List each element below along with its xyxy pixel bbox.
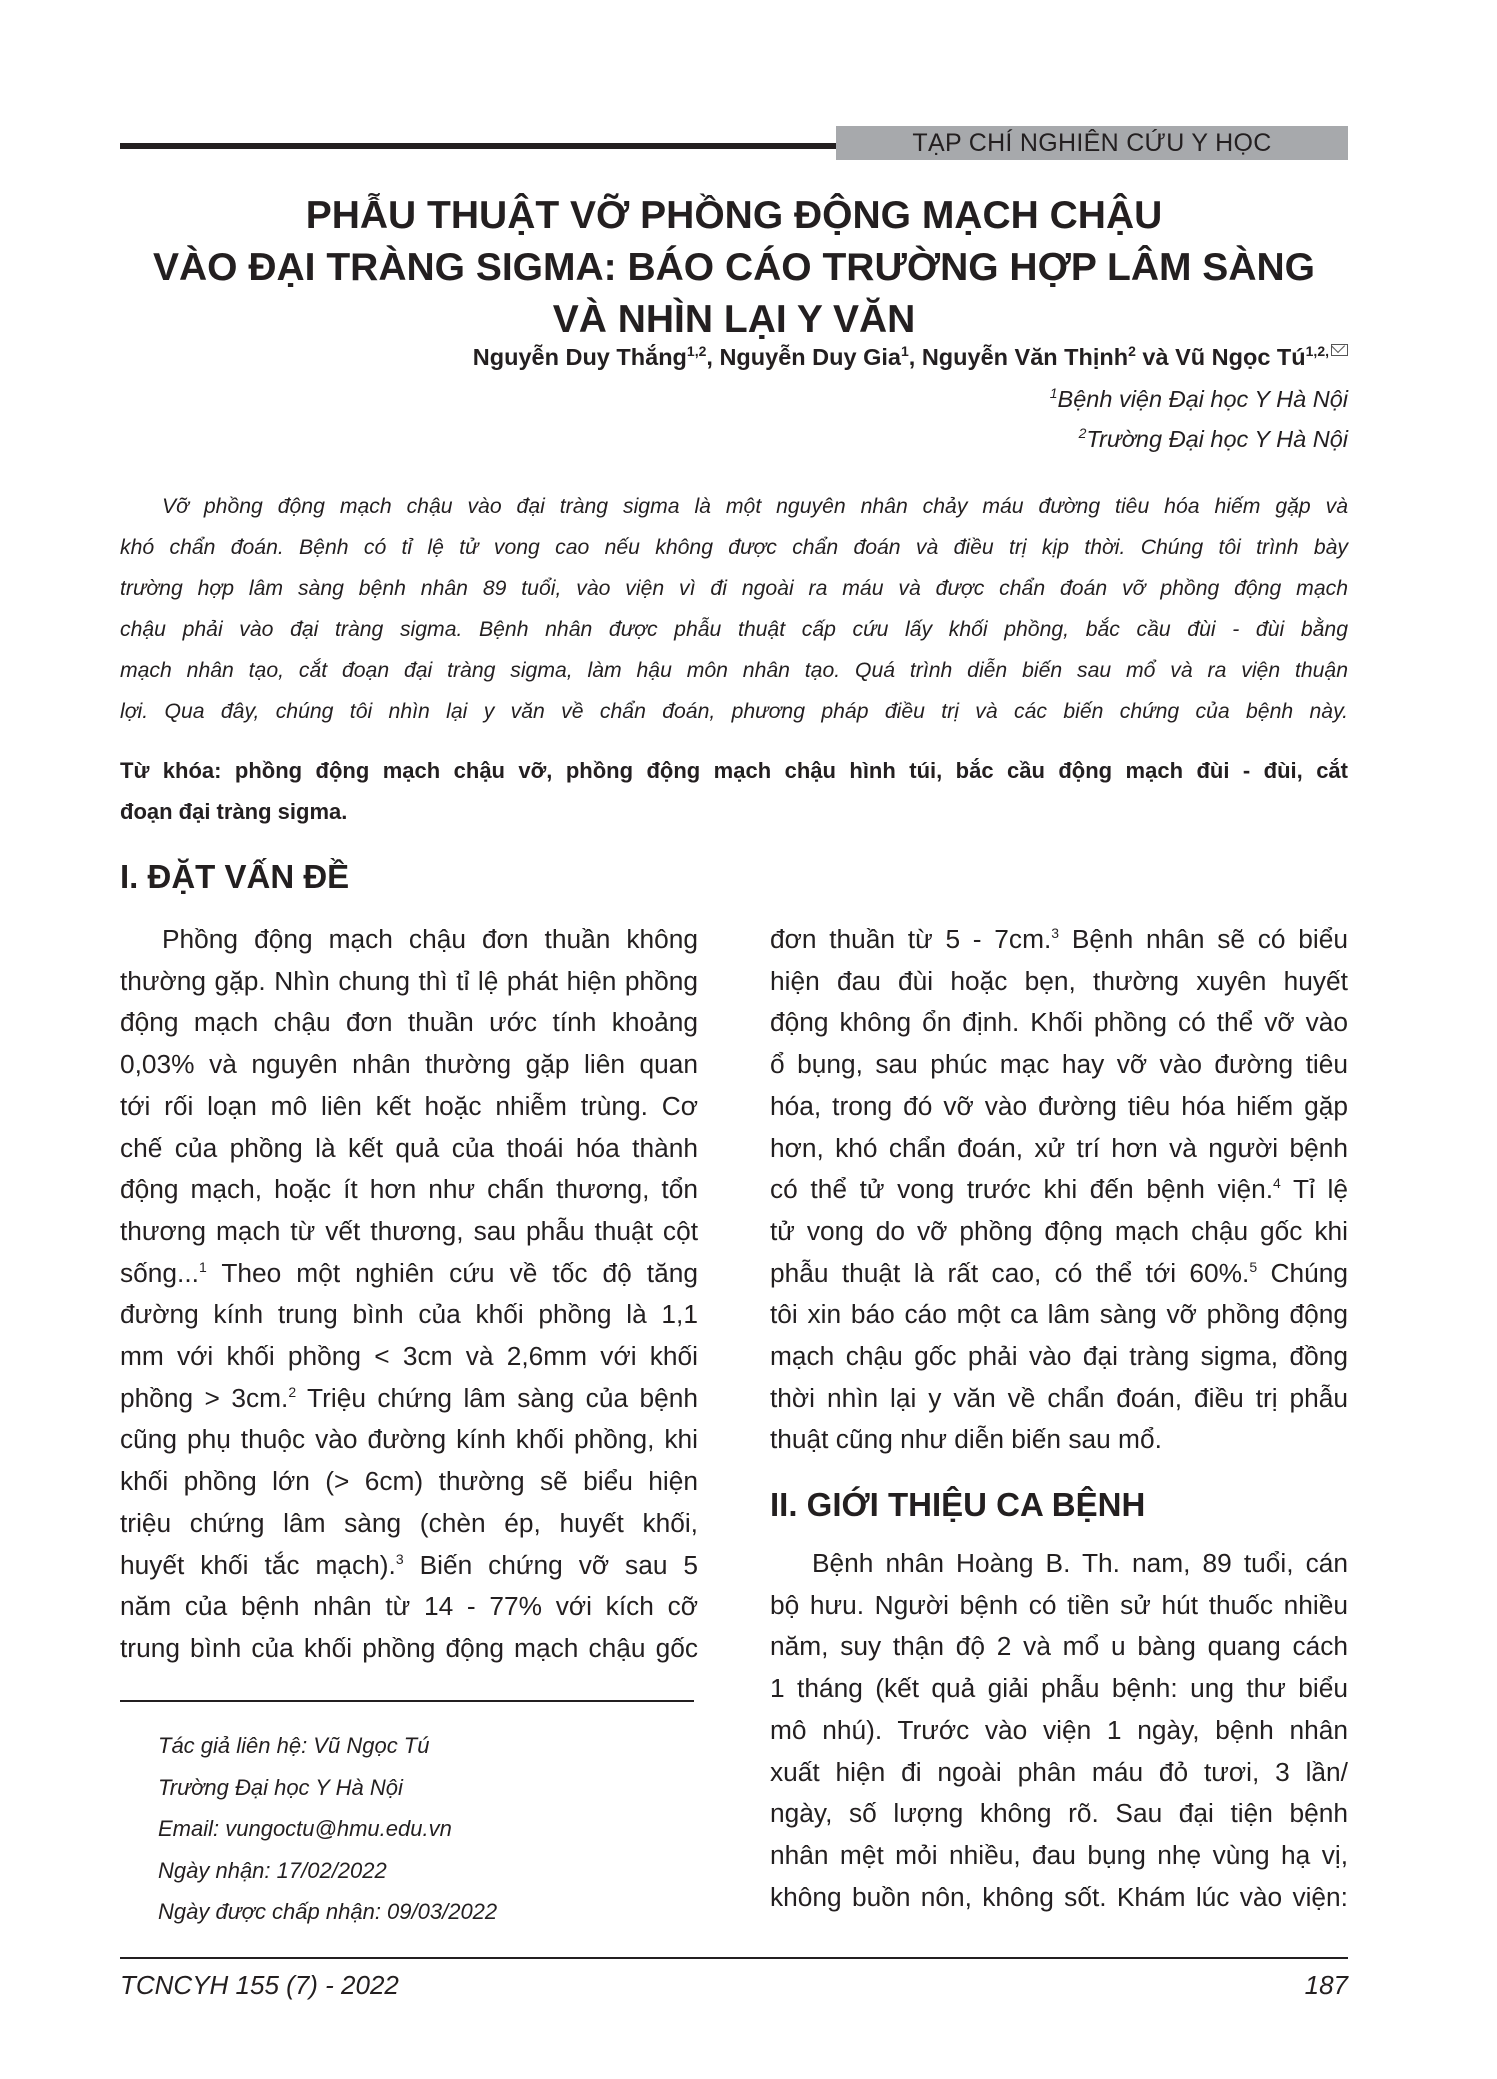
affiliation-sup: 2 <box>1078 425 1087 441</box>
envelope-icon <box>1331 344 1348 356</box>
footnote-email: Email: vungoctu@hmu.edu.vn <box>158 1816 452 1841</box>
author-affil-sup: 1,2, <box>1305 343 1329 359</box>
footnote-rule <box>120 1700 694 1702</box>
text-line: hơn, khó chẩn đoán, xử trí hơn và người bệnh <box>770 1132 1348 1163</box>
affiliation-text: Bệnh viện Đại học Y Hà Nội <box>1057 385 1348 412</box>
footnote-accepted: Ngày được chấp nhận: 09/03/2022 <box>158 1899 498 1924</box>
citation-sup: 1 <box>198 1258 207 1275</box>
text-line: năm, suy thận độ 2 và mổ u bàng quang cách <box>770 1631 1348 1662</box>
footer-rule <box>120 1957 1348 1959</box>
abstract <box>120 486 1348 732</box>
text-line: Phồng động mạch chậu đơn thuần không <box>162 924 698 954</box>
text-line: ngày, số lượng không rõ. Sau đại tiện bệnh <box>770 1798 1348 1829</box>
text-run: phồng > 3cm. <box>120 1382 289 1413</box>
title-line: PHẪU THUẬT VỠ PHỒNG ĐỘNG MẠCH CHẬU <box>305 194 1163 237</box>
text-line: mạch chậu gốc phải vào đại tràng sigma, đồng <box>770 1341 1348 1372</box>
affiliation-2 <box>1079 425 1348 453</box>
keywords-line: đoạn đại tràng sigma. <box>120 799 348 824</box>
column-right-case <box>770 1543 1348 1918</box>
text-run: Theo một nghiên cứu về tốc độ tăng <box>206 1257 698 1288</box>
text-line <box>770 1169 1348 1211</box>
text-line: bộ hưu. Người bệnh có tiền sử hút thuốc nhiều <box>770 1589 1348 1620</box>
text-line: thuật cũng như diễn biến sau mổ. <box>770 1424 1162 1455</box>
text-line: năm của bệnh nhân từ 14 - 77% với kích cỡ <box>120 1591 698 1622</box>
text-line: động mạch, hoặc ít hơn như chấn thương, tổn <box>120 1174 698 1205</box>
article-title <box>120 190 1348 346</box>
abstract-line: mạch nhân tạo, cắt đoạn đại tràng sigma, làm hậu môn nhân tạo. Quá trình diễn biến sau mổ và ra viện thuận <box>120 659 1348 682</box>
author-affil-sup: 1,2 <box>686 343 707 359</box>
affiliation-1 <box>1050 385 1348 413</box>
citation-sup: 3 <box>395 1550 404 1567</box>
author-affil-sup: 2 <box>1128 343 1136 359</box>
abstract-line: khó chẩn đoán. Bệnh có tỉ lệ tử vong cao nếu không được chẩn đoán và điều trị kịp thời. Chúng tôi trình bày <box>120 536 1348 559</box>
text-run: phẫu thuật là rất cao, có thể tới 60%. <box>770 1257 1250 1288</box>
author-name: Nguyễn Văn Thịnh <box>921 343 1129 370</box>
abstract-line: Vỡ phồng động mạch chậu vào đại tràng sigma là một nguyên nhân chảy máu đường tiêu hóa hiếm gặp và <box>162 495 1348 518</box>
author-separator: và <box>1135 343 1176 370</box>
text-line <box>120 1253 698 1295</box>
title-line: VÀO ĐẠI TRÀNG SIGMA: BÁO CÁO TRƯỜNG HỢP LÂM SÀNG <box>152 246 1315 289</box>
column-right <box>770 919 1348 1461</box>
text-line: không buồn nôn, không sốt. Khám lúc vào viện: <box>770 1881 1348 1912</box>
text-line <box>120 1378 698 1420</box>
author-name: Vũ Ngọc Tú <box>1175 343 1306 370</box>
text-line: cũng phụ thuộc vào đường kính khối phồng, khi <box>120 1424 698 1455</box>
author-name: Nguyễn Duy Thắng <box>472 343 687 370</box>
keywords-line: Từ khóa: phồng động mạch chậu vỡ, phồng động mạch chậu hình túi, bắc cầu động mạch đùi - đùi, cắt <box>120 758 1348 783</box>
text-line: khối phồng lớn (> 6cm) thường sẽ biểu hiện <box>120 1466 698 1497</box>
text-line: triệu chứng lâm sàng (chèn ép, huyết khối, <box>120 1507 698 1538</box>
author-name: Nguyễn Duy Gia <box>719 343 901 370</box>
text-line: mm với khối phồng < 3cm và 2,6mm với khối <box>120 1341 698 1372</box>
citation-sup: 5 <box>1249 1258 1258 1275</box>
author-affil-sup: 1 <box>900 343 909 359</box>
text-line: xuất hiện đi ngoài phân máu đỏ tươi, 3 lần/ <box>770 1756 1348 1787</box>
text-line: thời nhìn lại y văn về chẩn đoán, điều trị phẫu <box>770 1382 1348 1413</box>
text-line <box>770 919 1348 961</box>
author-separator: , <box>908 343 922 370</box>
text-run: Triệu chứng lâm sàng của bệnh <box>296 1382 698 1413</box>
correspondence-footnote <box>158 1725 497 1933</box>
text-line: chế của phồng là kết quả của thoái hóa thành <box>120 1132 698 1163</box>
page-number: 187 <box>1304 1970 1348 2000</box>
text-line: trung bình của khối phồng động mạch chậu gốc <box>120 1632 698 1663</box>
text-line: ổ bụng, sau phúc mạc hay vỡ vào đường tiêu <box>770 1049 1348 1080</box>
text-line: 0,03% và nguyên nhân thường gặp liên quan <box>120 1049 698 1080</box>
text-line: tới rối loạn mô liên kết hoặc nhiễm trùng. Cơ <box>120 1090 698 1121</box>
affiliation-sup: 1 <box>1049 385 1058 401</box>
text-run: Bệnh nhân sẽ có biểu <box>1059 924 1348 954</box>
text-line: động không ổn định. Khối phồng có thể vỡ vào <box>770 1007 1348 1038</box>
text-line: thường gặp. Nhìn chung thì tỉ lệ phát hiện phồng <box>120 965 698 996</box>
keywords <box>120 750 1348 832</box>
text-run: sống... <box>120 1257 199 1288</box>
affiliation-text: Trường Đại học Y Hà Nội <box>1086 425 1348 452</box>
text-run: huyết khối tắc mạch). <box>120 1549 396 1580</box>
section-heading-introduction: I. ĐẶT VẤN ĐỀ <box>120 858 350 895</box>
title-line: VÀ NHÌN LẠI Y VĂN <box>552 298 916 341</box>
abstract-line: lợi. Qua đây, chúng tôi nhìn lại y văn về chẩn đoán, phương pháp điều trị và các biến chứng của bệnh này. <box>120 700 1348 723</box>
text-run: Tỉ lệ <box>1280 1174 1348 1205</box>
text-line: mô nhú). Trước vào viện 1 ngày, bệnh nhân <box>770 1714 1348 1745</box>
abstract-line: trường hợp lâm sàng bệnh nhân 89 tuổi, vào viện vì đi ngoài ra máu và được chẩn đoán vỡ phồng động mạch <box>120 577 1348 600</box>
abstract-line: chậu phải vào đại tràng sigma. Bệnh nhân được phẫu thuật cấp cứu lấy khối phồng, bắc cầu đùi - đùi bằng <box>120 618 1348 641</box>
text-line: hiện đau đùi hoặc bẹn, thường xuyên huyết <box>770 965 1348 996</box>
text-run: Biến chứng vỡ sau 5 <box>403 1549 699 1580</box>
citation-sup: 4 <box>1273 1175 1281 1192</box>
text-run: đơn thuần từ 5 - 7cm. <box>770 924 1052 954</box>
text-line: tôi xin báo cáo một ca lâm sàng vỡ phồng động <box>770 1299 1348 1330</box>
citation-sup: 3 <box>1051 925 1060 942</box>
text-line: nhân mệt mỏi nhiều, đau bụng nhẹ vùng hạ vị, <box>770 1839 1348 1870</box>
text-line: Bệnh nhân Hoàng B. Th. nam, 89 tuổi, cán <box>812 1548 1348 1578</box>
journal-citation: TCNCYH 155 (7) - 2022 <box>120 1970 399 2000</box>
footnote-received: Ngày nhận: 17/02/2022 <box>158 1857 387 1883</box>
section-heading-case: II. GIỚI THIỆU CA BỆNH <box>770 1486 1146 1523</box>
text-line: hóa, trong đó vỡ vào đường tiêu hóa hiếm gặp <box>770 1090 1348 1121</box>
citation-sup: 2 <box>288 1383 297 1400</box>
text-run: Chúng <box>1257 1257 1348 1288</box>
journal-header: TẠP CHÍ NGHIÊN CỨU Y HỌC <box>836 126 1348 160</box>
text-line <box>770 1253 1348 1295</box>
text-line <box>120 1545 698 1587</box>
text-line: tử vong do vỡ phồng động mạch chậu gốc khi <box>770 1215 1348 1246</box>
text-line: thương mạch từ vết thương, sau phẫu thuật cột <box>120 1215 698 1246</box>
author-separator: , <box>706 343 720 370</box>
footnote-contact: Tác giả liên hệ: Vũ Ngọc Tú <box>158 1733 430 1758</box>
footnote-institution: Trường Đại học Y Hà Nội <box>158 1774 403 1800</box>
text-line: động mạch chậu đơn thuần ước tính khoảng <box>120 1007 698 1038</box>
header-rule <box>120 143 838 149</box>
text-line: 1 tháng (kết quả giải phẫu bệnh: ung thư biểu <box>770 1673 1348 1704</box>
text-line: đường kính trung bình của khối phồng là 1,1 <box>120 1299 698 1330</box>
column-left <box>120 919 698 1670</box>
text-run: có thể tử vong trước khi đến bệnh viện. <box>770 1174 1274 1205</box>
author-list <box>473 343 1348 371</box>
